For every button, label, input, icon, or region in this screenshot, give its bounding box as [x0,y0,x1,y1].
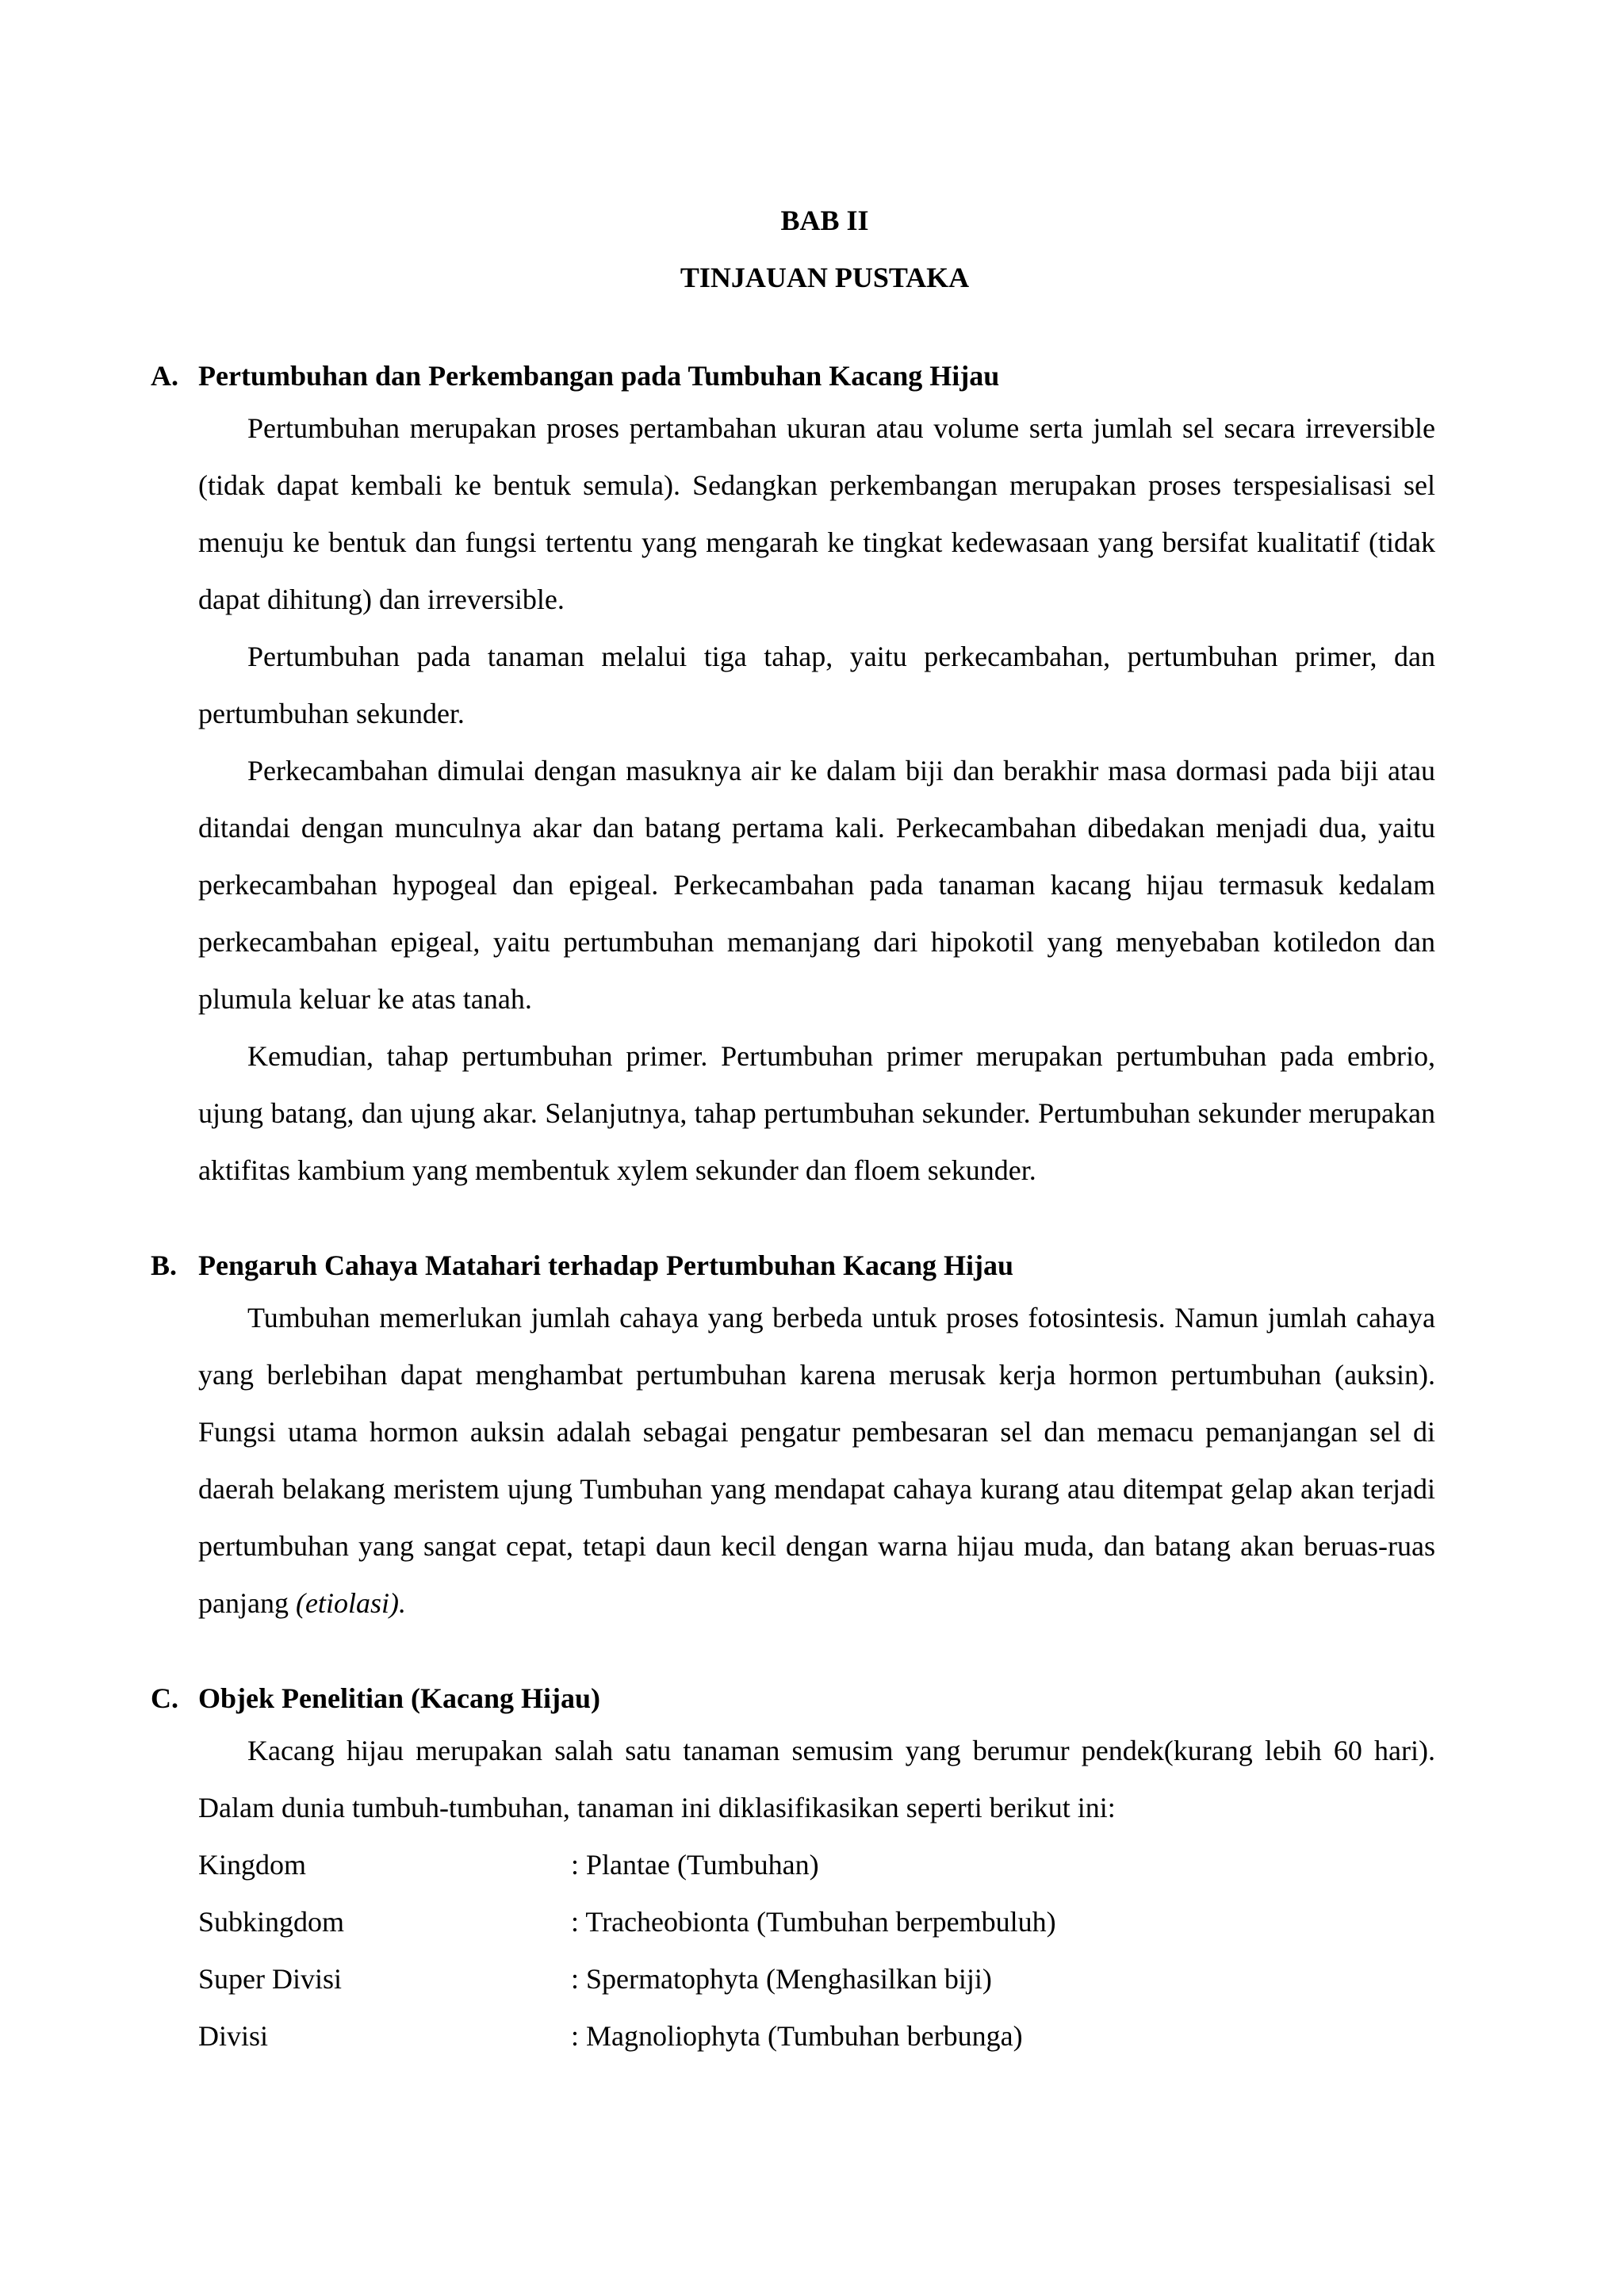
section-c-heading [151,1679,1435,1717]
classification-value: : Spermatophyta (Menghasilkan biji) [571,1963,992,1995]
section-b [151,1246,1435,1632]
section-a [151,357,1435,1199]
classification-table [198,1836,1435,2064]
classification-label: Kingdom [198,1849,307,1881]
section-a-letter: A. [151,360,178,392]
section-c-paragraph: Kacang hijau merupakan salah satu tanaman semusim yang berumur pendek(kurang lebih 60 hari). Dalam dunia tumbuh-tumbuhan, tanaman ini diklasifikasikan seperti berikut ini: [198,1735,1435,1823]
section-a-paragraph-1: Pertumbuhan merupakan proses pertambahan ukuran atau volume serta jumlah sel secara irreversible (tidak dapat kembali ke bentuk semula). Sedangkan perkembangan merupakan proses terspesialisasi sel menuju ke bentuk dan fungsi tertentu yang mengarah ke tingkat kedewasaan yang bersifat kualitatif (tidak dapat dihitung) dan irreversible. [198,412,1435,615]
classification-row [198,1836,1435,1893]
section-b-paragraph-text: Tumbuhan memerlukan jumlah cahaya yang berbeda untuk proses fotosintesis. Namun jumlah cahaya yang berlebihan dapat menghambat pertumbuhan karena merusak kerja hormon pertumbuhan (auksin). Fungsi utama hormon auksin adalah sebagai pengatur pembesaran sel dan memacu pemanjangan sel di daerah belakang meristem ujung Tumbuhan yang mendapat cahaya kurang atau ditempat gelap akan terjadi pertumbuhan yang sangat cepat, tetapi daun kecil dengan warna hijau muda, dan batang akan beruas-ruas panjang [198,1302,1435,1619]
section-a-paragraph-2: Pertumbuhan pada tanaman melalui tiga tahap, yaitu perkecambahan, pertumbuhan primer, dan pertumbuhan sekunder. [198,641,1435,729]
section-c [151,1679,1435,2064]
section-b-paragraph [198,1289,1435,1632]
classification-value: : Plantae (Tumbuhan) [571,1849,819,1881]
section-b-title: Pengaruh Cahaya Matahari terhadap Pertumbuhan Kacang Hijau [198,1249,1014,1281]
document-page [151,192,1435,2064]
section-a-heading [151,357,1435,395]
section-b-paragraph-italic: (etiolasi). [295,1587,406,1619]
section-a-title: Pertumbuhan dan Perkembangan pada Tumbuhan Kacang Hijau [198,360,1000,392]
classification-label: Super Divisi [198,1963,343,1995]
section-a-paragraph-3: Perkecambahan dimulai dengan masuknya air ke dalam biji dan berakhir masa dormasi pada biji atau ditandai dengan munculnya akar dan batang pertama kali. Perkecambahan dibedakan menjadi dua, yaitu perkecambahan hypogeal dan epigeal. Perkecambahan pada tanaman kacang hijau termasuk kedalam perkecambahan epigeal, yaitu pertumbuhan memanjang dari hipokotil yang menyebaban kotiledon dan plumula keluar ke atas tanah. [198,755,1435,1015]
classification-row [198,2007,1435,2064]
chapter-number: BAB II [780,205,869,236]
section-a-paragraph-4: Kemudian, tahap pertumbuhan primer. Pertumbuhan primer merupakan pertumbuhan pada embrio, ujung batang, dan ujung akar. Selanjutnya, tahap pertumbuhan sekunder. Pertumbuhan sekunder merupakan aktifitas kambium yang membentuk xylem sekunder dan floem sekunder. [198,1040,1435,1186]
section-b-letter: B. [151,1249,178,1281]
classification-row [198,1893,1435,1950]
classification-value: : Tracheobionta (Tumbuhan berpembuluh) [571,1906,1056,1938]
chapter-title: TINJAUAN PUSTAKA [680,262,970,293]
classification-row [198,1950,1435,2007]
section-c-title: Objek Penelitian (Kacang Hijau) [198,1682,600,1714]
section-b-heading [151,1246,1435,1284]
section-c-letter: C. [151,1682,178,1714]
classification-label: Subkingdom [198,1906,345,1938]
classification-value: : Magnoliophyta (Tumbuhan berbunga) [571,2020,1023,2052]
classification-label: Divisi [198,2020,269,2052]
